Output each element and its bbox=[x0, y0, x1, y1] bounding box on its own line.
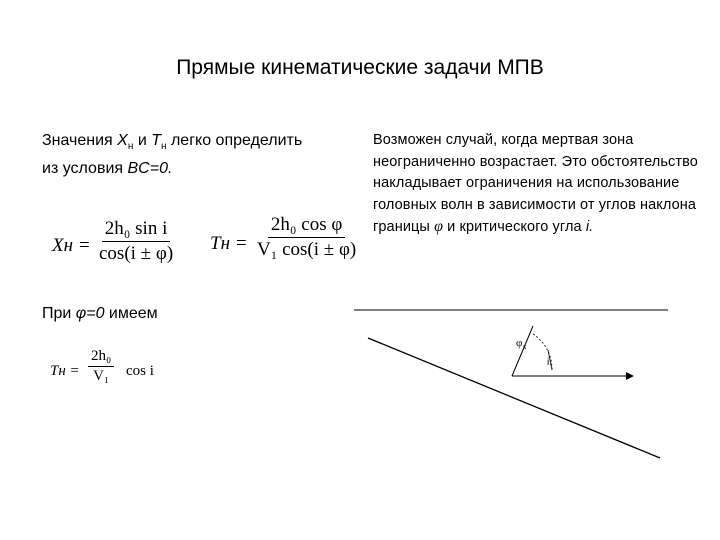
text-easy: легко определить bbox=[166, 132, 303, 149]
formula-xh-num: 2h₀ sin i bbox=[102, 218, 171, 242]
text-and: и bbox=[133, 132, 152, 149]
diagram-sub-label: к bbox=[523, 343, 527, 351]
sub-h2: н bbox=[160, 141, 167, 153]
ray-arrowhead bbox=[626, 372, 634, 380]
var-x: X bbox=[117, 132, 128, 149]
boundary-line bbox=[368, 338, 660, 458]
sub-h1: н bbox=[127, 141, 134, 153]
formula-xh-den: cos(i ± φ) bbox=[99, 243, 174, 264]
condition-bc: BC=0. bbox=[127, 160, 173, 178]
formula-th0-tail: cos i bbox=[126, 363, 154, 379]
formula-th-num: 2h₀ cos φ bbox=[268, 214, 345, 238]
right-text-2: и критического угла bbox=[443, 219, 586, 235]
normal-line bbox=[512, 326, 533, 376]
page-title: Прямые кинематические задачи МПВ bbox=[176, 56, 544, 79]
text-imeem: имеем bbox=[104, 305, 158, 322]
text-from-condition: из условия bbox=[42, 160, 128, 178]
diagram-phi-label: φ bbox=[516, 337, 523, 349]
formula-th0-den: V₁ bbox=[93, 368, 110, 384]
formula-th-den: V₁ cos(i ± φ) bbox=[257, 239, 357, 260]
i-symbol: i. bbox=[585, 219, 594, 235]
formula-th-lhs: Tн = bbox=[210, 233, 248, 254]
formula-th0-lhs: Tн = bbox=[50, 363, 80, 379]
text-pri: При bbox=[42, 305, 76, 322]
diagram-i-label: i bbox=[547, 357, 550, 368]
formula-th0-num: 2h₀ bbox=[88, 348, 114, 367]
text-znacheniya: Значения bbox=[42, 132, 118, 149]
phi-zero: φ=0 bbox=[75, 305, 105, 322]
phi-symbol: φ bbox=[434, 218, 444, 235]
formula-xh-lhs: Xн = bbox=[52, 235, 91, 256]
right-text-1: Возможен случай, когда мертвая зона неограниченно возрастает. Это обстоятельство накладывает ограничения на использование головных волн в зависимости от углов наклона границы bbox=[373, 132, 698, 235]
var-t: T bbox=[151, 132, 161, 149]
